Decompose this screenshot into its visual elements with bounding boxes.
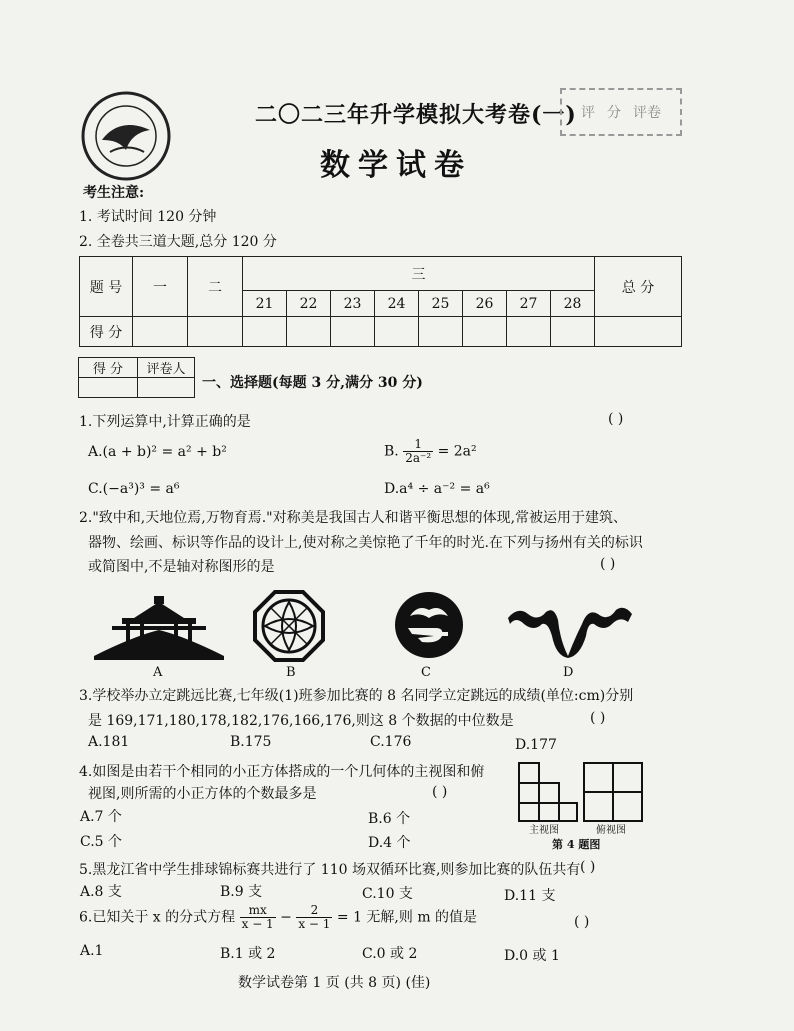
answer-paren: ( ) — [600, 556, 616, 572]
minus-sign: − — [280, 909, 292, 926]
fraction — [240, 904, 276, 931]
table-col-3: 三 — [243, 257, 595, 291]
table-subcol: 21 — [243, 291, 287, 317]
wave-logo-figure — [508, 600, 632, 660]
q1-option-c: C.(−a³)³ = a⁶ — [88, 481, 180, 497]
q1-option-d: D.a⁴ ÷ a⁻² = a⁶ — [384, 481, 490, 497]
table-subcol: 24 — [375, 291, 419, 317]
q6-prefix: 6.已知关于 x 的分式方程 — [79, 909, 236, 926]
fraction-denominator: x − 1 — [298, 917, 331, 931]
question-6-stem — [79, 904, 477, 931]
q5-option-a: A.8 支 — [80, 884, 122, 900]
q3-option-b: B.175 — [230, 734, 272, 750]
question-5-stem: 5.黑龙江省中学生排球锦标赛共进行了 110 场双循环比赛,则参加比赛的队伍共有 — [79, 862, 581, 878]
faded-stamp-box — [560, 88, 682, 136]
question-4-line: 4.如图是由若干个相同的小正方体搭成的一个几何体的主视图和俯 — [79, 764, 485, 780]
answer-paren: ( ) — [608, 411, 624, 427]
q3-option-c: C.176 — [370, 734, 412, 750]
question-2-line: 2."致中和,天地位焉,万物育焉."对称美是我国古人和谐平衡思想的体现,常被运用于建筑、 — [79, 510, 628, 526]
stamp-char: 评 — [581, 105, 595, 121]
grader-name-label: 评卷人 — [138, 358, 195, 378]
q1-option-a: A.(a + b)² = a² + b² — [88, 444, 227, 460]
figure-caption: 第 4 题图 — [552, 838, 601, 851]
top-view-figure — [583, 762, 643, 822]
q6-suffix: = 1 无解,则 m 的值是 — [336, 909, 478, 926]
question-3-line: 是 169,171,180,178,182,176,166,176,则这 8 个数据的中位数是 — [88, 713, 514, 729]
fraction-numerator: 2 — [296, 904, 332, 918]
option-prefix: B. — [384, 443, 399, 460]
score-cell — [243, 317, 287, 347]
figure-label: C — [421, 665, 431, 680]
notice-item: 1. 考试时间 120 分钟 — [79, 209, 217, 225]
question-2-line: 器物、绘画、标识等作品的设计上,使对称之美惊艳了千年的时光.在下列与扬州有关的标识 — [88, 535, 643, 551]
fraction — [403, 438, 433, 465]
score-cell — [188, 317, 243, 347]
grader-table — [78, 357, 195, 398]
page-footer: 数学试卷第 1 页 (共 8 页) (佳) — [238, 975, 431, 991]
grader-score-label: 得 分 — [79, 358, 138, 378]
table-subcol: 28 — [551, 291, 595, 317]
emblem-figure — [392, 588, 466, 662]
figure-label: D — [563, 665, 574, 680]
table-col-1: 一 — [133, 257, 188, 317]
table-label-question: 题 号 — [80, 257, 133, 317]
top-view-label: 俯视图 — [596, 825, 626, 836]
exam-subject: 数学试卷 — [320, 148, 472, 183]
table-label-score: 得 分 — [80, 317, 133, 347]
q6-option-b: B.1 或 2 — [220, 946, 276, 962]
answer-paren: ( ) — [574, 914, 590, 930]
fraction — [296, 904, 332, 931]
score-cell — [419, 317, 463, 347]
figure-label: B — [286, 665, 296, 680]
stamp-char: 评卷 — [633, 105, 661, 121]
answer-paren: ( ) — [590, 710, 606, 726]
pavilion-figure — [94, 596, 224, 662]
q5-option-c: C.10 支 — [362, 886, 413, 902]
score-cell — [551, 317, 595, 347]
score-cell — [133, 317, 188, 347]
score-cell — [507, 317, 551, 347]
q6-option-d: D.0 或 1 — [504, 948, 560, 964]
option-suffix: = 2a² — [437, 443, 477, 460]
q6-option-a: A.1 — [80, 943, 104, 959]
q4-option-a: A.7 个 — [80, 809, 122, 825]
table-subcol: 27 — [507, 291, 551, 317]
q1-option-b — [384, 438, 477, 465]
notice-item: 2. 全卷共三道大题,总分 120 分 — [79, 234, 277, 250]
table-subcol: 23 — [331, 291, 375, 317]
q6-option-c: C.0 或 2 — [362, 946, 418, 962]
table-total: 总 分 — [595, 257, 682, 317]
score-cell — [595, 317, 682, 347]
grader-cell — [79, 378, 138, 398]
octagon-window-figure — [253, 590, 325, 662]
notice-heading: 考生注意: — [83, 185, 145, 201]
score-cell — [463, 317, 507, 347]
grader-cell — [138, 378, 195, 398]
question-2-line: 或简图中,不是轴对称图形的是 — [88, 559, 275, 575]
figure-label: A — [153, 665, 163, 680]
front-view-figure — [518, 762, 578, 822]
exam-title: 二〇二三年升学模拟大考卷(一) — [255, 102, 577, 128]
question-1-stem: 1.下列运算中,计算正确的是 — [79, 414, 251, 430]
front-view-label: 主视图 — [529, 825, 559, 836]
answer-paren: ( ) — [432, 784, 448, 800]
q4-option-d: D.4 个 — [368, 835, 411, 851]
q5-option-b: B.9 支 — [220, 884, 263, 900]
q3-option-d: D.177 — [515, 737, 557, 753]
question-3-line: 3.学校举办立定跳远比赛,七年级(1)班参加比赛的 8 名同学立定跳远的成绩(单位:cm)分别 — [79, 688, 634, 704]
q5-option-d: D.11 支 — [504, 888, 556, 904]
fraction-numerator: mx — [240, 904, 276, 918]
table-subcol: 26 — [463, 291, 507, 317]
fraction-denominator: 2a⁻² — [405, 451, 432, 465]
q4-option-b: B.6 个 — [368, 811, 411, 827]
section-heading: 一、选择题(每题 3 分,满分 30 分) — [202, 375, 423, 391]
q4-option-c: C.5 个 — [80, 834, 123, 850]
score-cell — [375, 317, 419, 347]
fraction-denominator: x − 1 — [241, 917, 274, 931]
table-subcol: 25 — [419, 291, 463, 317]
score-cell — [287, 317, 331, 347]
score-table — [79, 256, 682, 347]
table-col-2: 二 — [188, 257, 243, 317]
stamp-char: 分 — [607, 105, 621, 121]
answer-paren: ( ) — [580, 859, 596, 875]
table-subcol: 22 — [287, 291, 331, 317]
school-seal-logo — [80, 90, 172, 182]
fraction-numerator: 1 — [403, 438, 433, 452]
score-cell — [331, 317, 375, 347]
q3-option-a: A.181 — [88, 734, 130, 750]
question-4-line: 视图,则所需的小正方体的个数最多是 — [88, 786, 317, 802]
